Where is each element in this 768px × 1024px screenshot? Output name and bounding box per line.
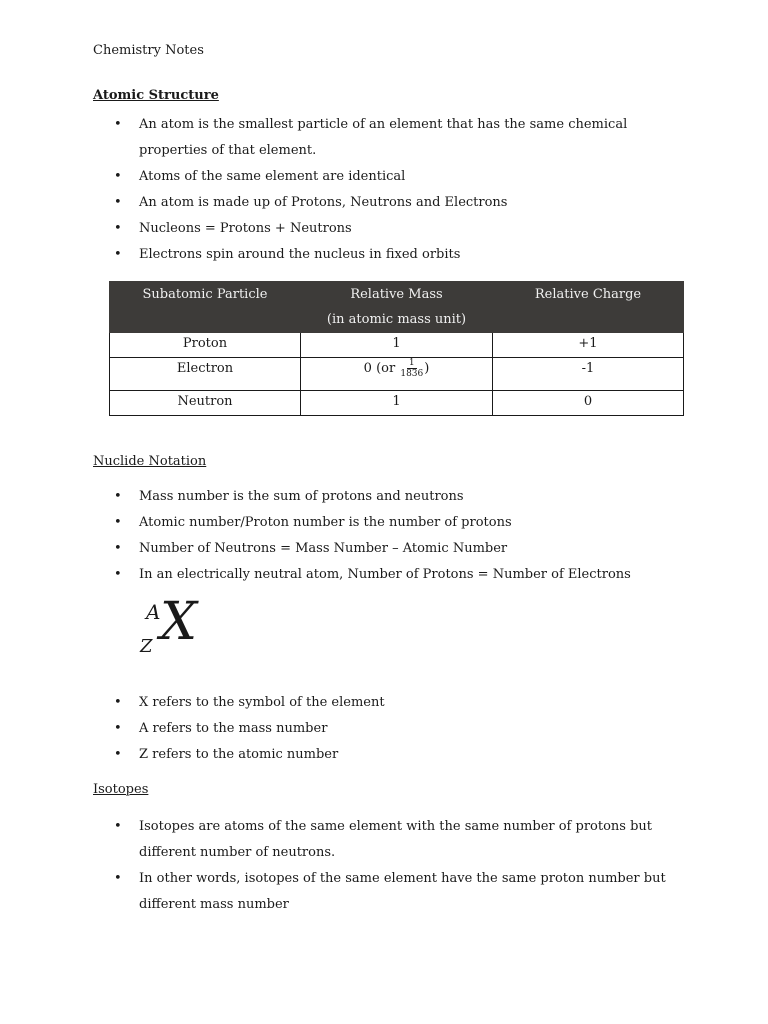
bullet-icon: • — [114, 169, 122, 184]
cell-particle: Electron — [110, 358, 301, 391]
bullet-icon: • — [114, 567, 122, 582]
table-row — [110, 333, 684, 358]
atomic-number-subscript: Z — [140, 636, 153, 657]
section-title-isotopes: Isotopes — [93, 782, 149, 797]
list-item: • Atoms of the same element are identical — [0, 164, 679, 190]
bullet-icon: • — [114, 541, 122, 556]
bullet-icon: • — [114, 747, 122, 762]
column-header-particle: Subatomic Particle — [110, 282, 301, 333]
table-row — [110, 391, 684, 416]
list-item: • Z refers to the atomic number — [0, 742, 679, 768]
bullet-icon: • — [114, 247, 122, 262]
section-title-nuclide-notation: Nuclide Notation — [93, 454, 207, 469]
cell-mass: 0 (or $\frac{1}{1836}$ ) — [301, 358, 493, 391]
cell-charge: 0 — [493, 391, 684, 416]
cell-charge: -1 — [493, 358, 684, 391]
atomic-structure-list — [0, 112, 768, 268]
mass-number-superscript: A — [146, 600, 161, 624]
list-item: • Number of Neutrons = Mass Number – Atomic Number — [0, 536, 679, 562]
list-item: • Electrons spin around the nucleus in fixed orbits — [0, 242, 679, 268]
list-item: • In other words, isotopes of the same element have the same proton number but different mass number — [0, 866, 679, 918]
list-item: • Isotopes are atoms of the same element with the same number of protons but different number of neutrons. — [0, 814, 679, 866]
bullet-icon: • — [114, 221, 122, 236]
bullet-icon: • — [114, 871, 122, 886]
section-title-atomic-structure: Atomic Structure — [93, 88, 219, 103]
bullet-icon: • — [114, 195, 122, 210]
cell-particle: Proton — [110, 333, 301, 358]
bullet-icon: • — [114, 489, 122, 504]
cell-mass: 1 — [301, 391, 493, 416]
column-header-charge: Relative Charge — [493, 282, 684, 333]
bullet-icon: • — [114, 515, 122, 530]
list-item: • Nucleons = Protons + Neutrons — [0, 216, 679, 242]
list-item: • A refers to the mass number — [0, 716, 679, 742]
page-header: Chemistry Notes — [93, 43, 204, 58]
bullet-icon: • — [114, 721, 122, 736]
nuclide-symbol-list — [0, 690, 768, 768]
nuclide-notation-list — [0, 484, 768, 588]
list-item: • Atomic number/Proton number is the number of protons — [0, 510, 679, 536]
list-item: • In an electrically neutral atom, Number of Protons = Number of Electrons — [0, 562, 679, 588]
bullet-icon: • — [114, 117, 122, 132]
nuclide-symbol — [140, 592, 220, 660]
cell-charge: +1 — [493, 333, 684, 358]
bullet-icon: • — [114, 695, 122, 710]
list-item: • An atom is the smallest particle of an element that has the same chemical properties of that element. — [0, 112, 679, 164]
column-header-mass: Relative Mass (in atomic mass unit) — [301, 282, 493, 333]
list-item: • X refers to the symbol of the element — [0, 690, 679, 716]
table-header-row — [110, 282, 684, 333]
isotopes-list — [0, 814, 768, 918]
list-item: • An atom is made up of Protons, Neutrons and Electrons — [0, 190, 679, 216]
table-row — [110, 358, 684, 391]
cell-mass: 1 — [301, 333, 493, 358]
fraction: $\frac{1}{1836}$ — [400, 358, 424, 379]
subatomic-particle-table — [109, 281, 684, 416]
cell-particle: Neutron — [110, 391, 301, 416]
bullet-icon: • — [114, 819, 122, 834]
list-item: • Mass number is the sum of protons and neutrons — [0, 484, 679, 510]
element-symbol: X — [160, 592, 198, 652]
